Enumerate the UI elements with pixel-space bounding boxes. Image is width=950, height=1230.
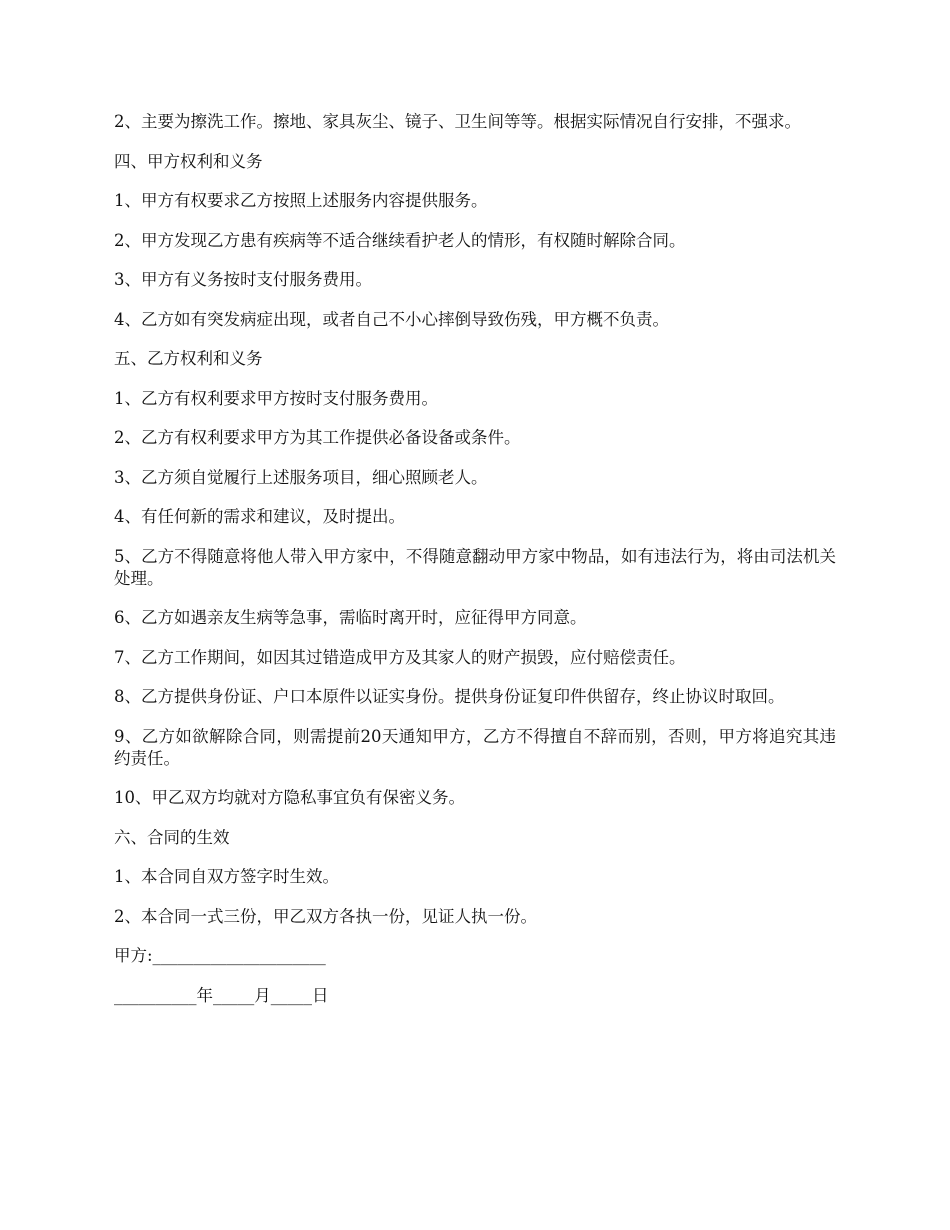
section-heading: 五、乙方权利和义务: [114, 349, 263, 368]
clause-paragraph: 2、乙方有权利要求甲方为其工作提供必备设备或条件。: [114, 428, 521, 447]
section-heading: 四、甲方权利和义务: [114, 151, 263, 171]
date-line: __________年_____月_____日: [114, 985, 329, 1005]
clause-paragraph: 1、乙方有权利要求甲方按时支付服务费用。: [114, 388, 438, 408]
clause-paragraph: 4、乙方如有突发病症出现，或者自己不小心摔倒导致伤残，甲方概不负责。: [114, 309, 669, 329]
clause-paragraph: 2、主要为擦洗工作。擦地、家具灰尘、镜子、卫生间等等。根据实际情况自行安排，不强求。: [114, 112, 801, 131]
party-a-signature-line: 甲方:_____________________: [114, 946, 326, 965]
clause-paragraph: 9、乙方如欲解除合同，则需提前20天通知甲方，乙方不得擅自不辞而别，否则，甲方将追究其违约责任。: [114, 726, 836, 768]
clause-paragraph: 4、有任何新的需求和建议，及时提出。: [114, 507, 405, 526]
clause-paragraph: 3、甲方有义务按时支付服务费用。: [114, 270, 372, 289]
section-heading: 六、合同的生效: [114, 827, 230, 847]
document-body: [114, 111, 836, 1024]
clause-paragraph: 8、乙方提供身份证、户口本原件以证实身份。提供身份证复印件供留存，终止协议时取回。: [114, 687, 785, 706]
clause-paragraph: 1、甲方有权要求乙方按照上述服务内容提供服务。: [114, 191, 488, 210]
clause-paragraph: 3、乙方须自觉履行上述服务项目，细心照顾老人。: [114, 467, 488, 487]
clause-paragraph: 1、本合同自双方签字时生效。: [114, 867, 339, 886]
clause-paragraph: 5、乙方不得随意将他人带入甲方家中，不得随意翻动甲方家中物品，如有违法行为，将由司法机关处理。: [114, 546, 836, 588]
clause-paragraph: 7、乙方工作期间，如因其过错造成甲方及其家人的财产损毁，应付赔偿责任。: [114, 647, 686, 667]
clause-paragraph: 2、本合同一式三份，甲乙双方各执一份，见证人执一份。: [114, 906, 537, 926]
clause-paragraph: 10、甲乙双方均就对方隐私事宜负有保密义务。: [114, 788, 465, 807]
clause-paragraph: 2、甲方发现乙方患有疾病等不适合继续看护老人的情形，有权随时解除合同。: [114, 230, 686, 250]
clause-paragraph: 6、乙方如遇亲友生病等急事，需临时离开时，应征得甲方同意。: [114, 608, 587, 627]
